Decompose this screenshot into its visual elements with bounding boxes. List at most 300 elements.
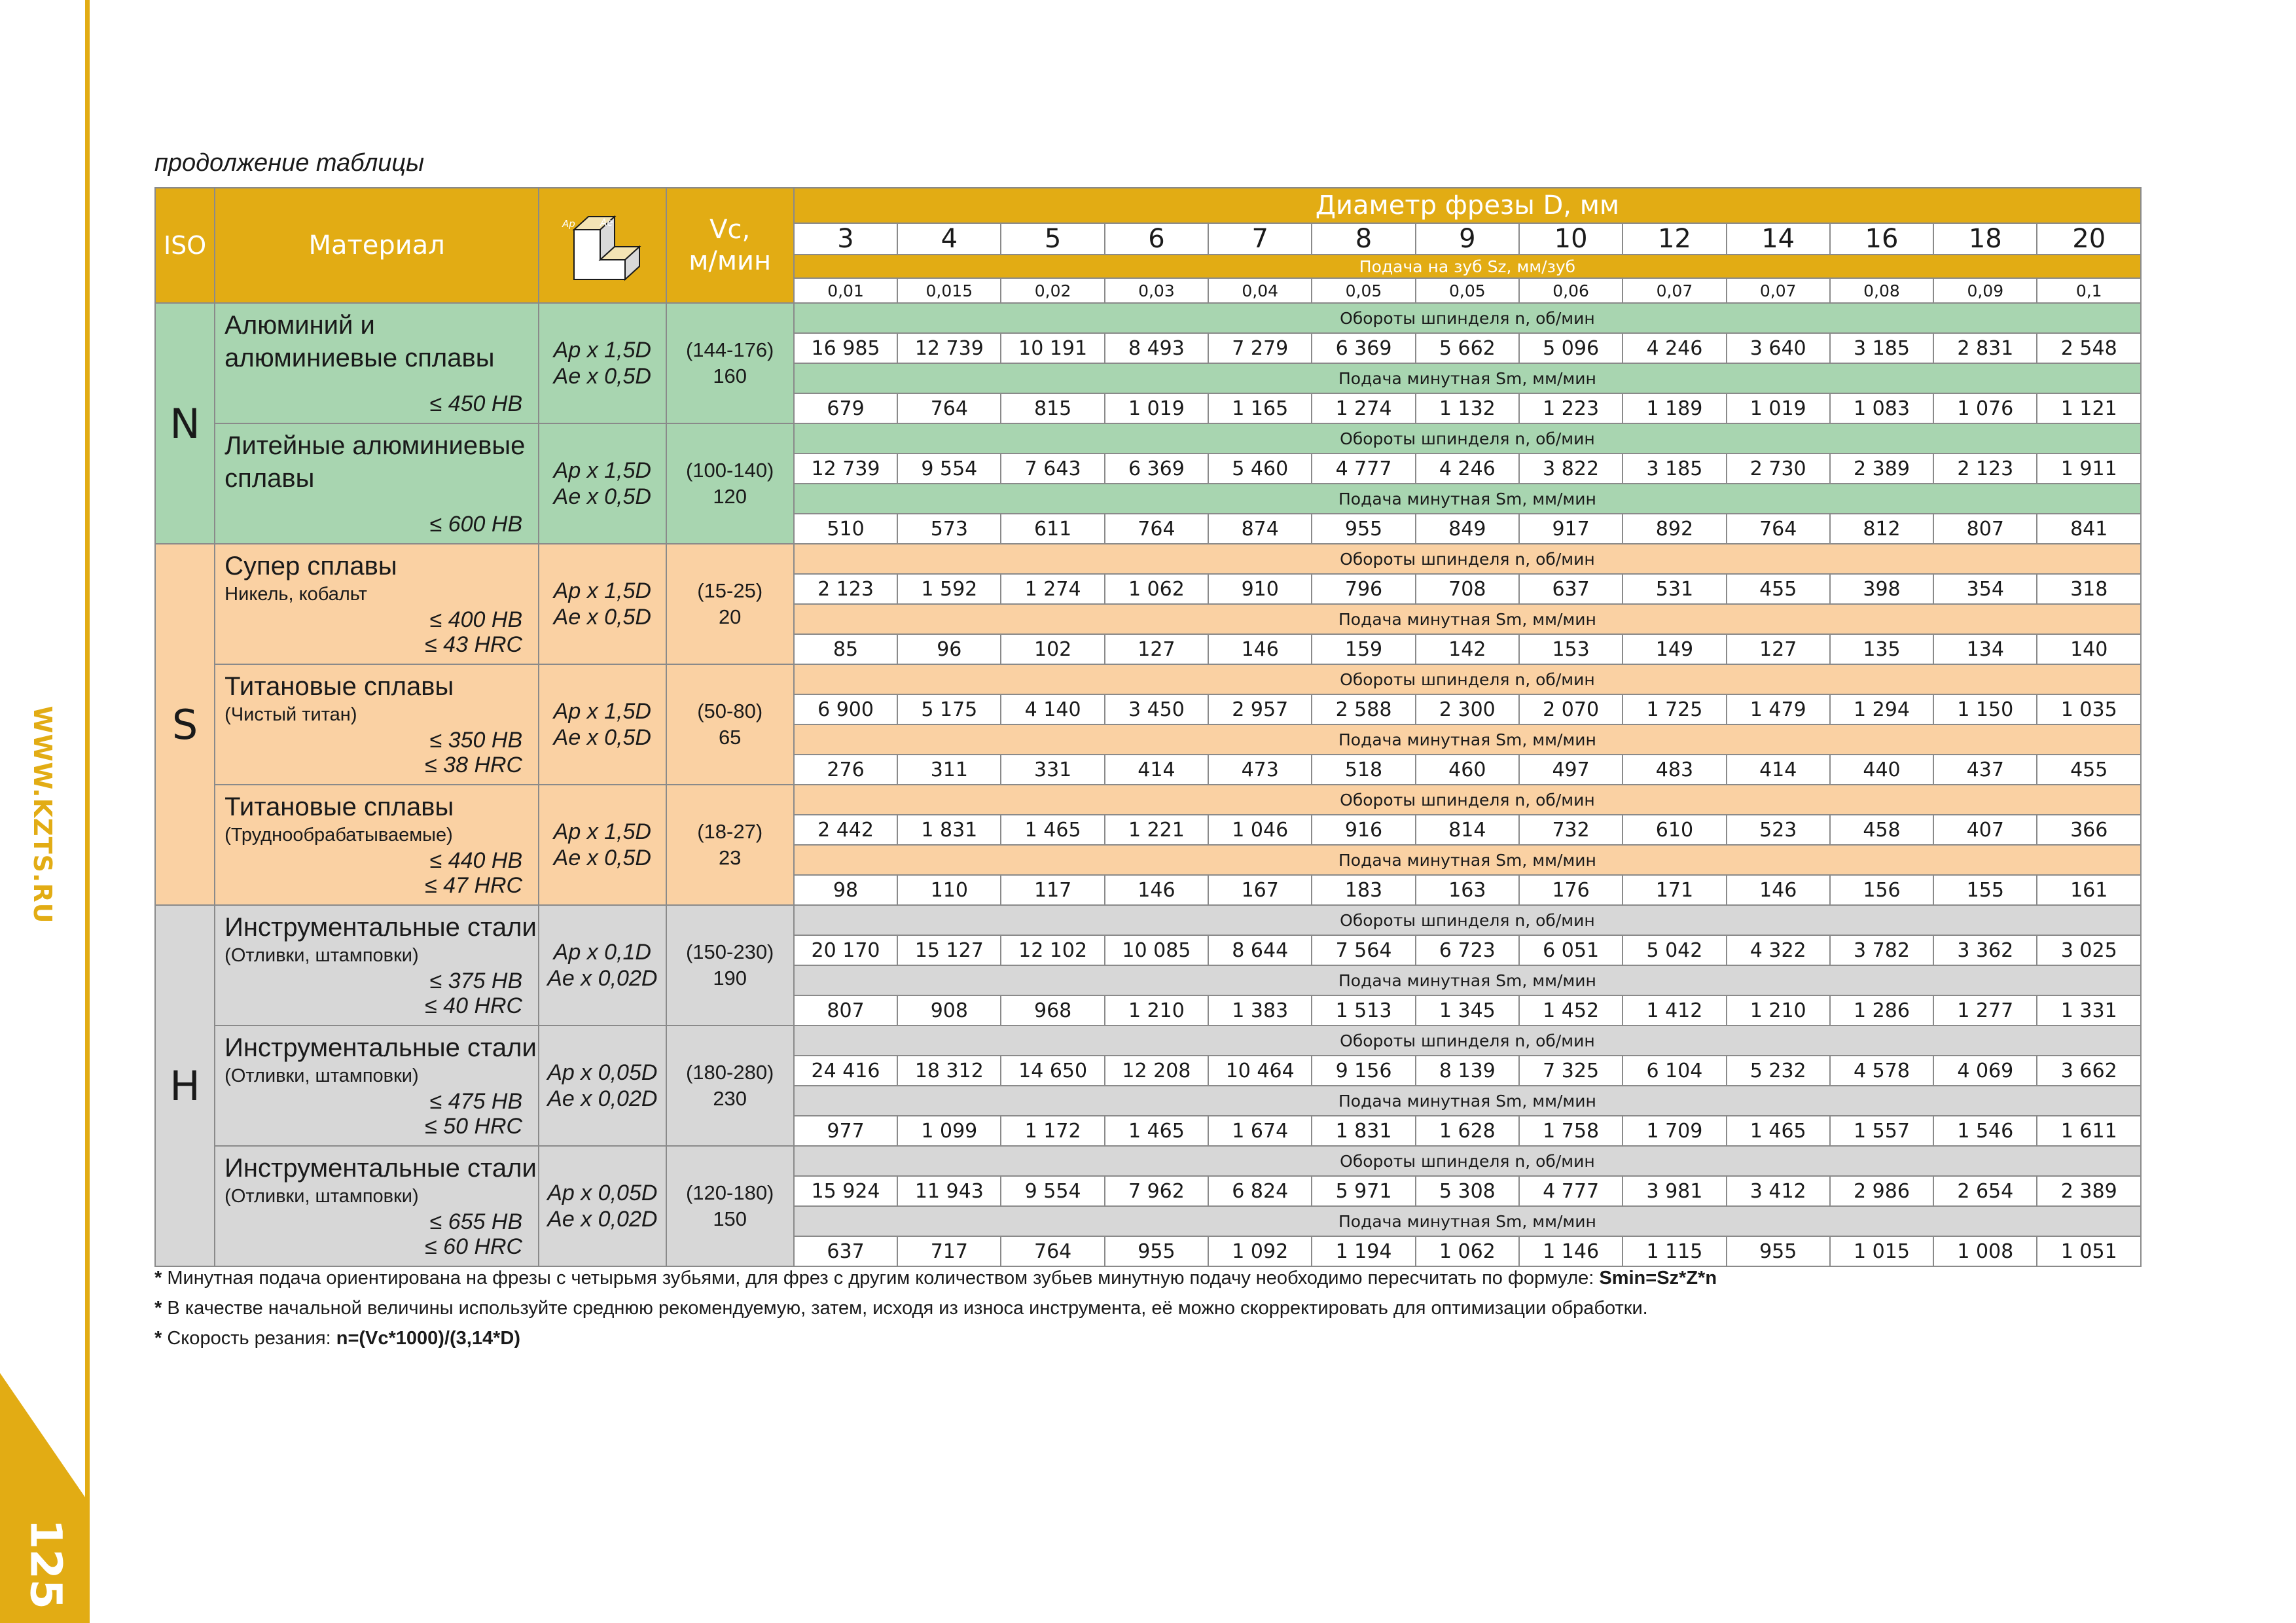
feed-per-minute-value: 1 076 xyxy=(1933,393,2037,423)
rpm-value: 637 xyxy=(1519,574,1623,604)
feed-per-minute-value: 437 xyxy=(1933,755,2037,785)
material-cell xyxy=(215,664,539,785)
rpm-value: 2 831 xyxy=(1933,333,2037,363)
rpm-value: 6 824 xyxy=(1208,1176,1312,1206)
material-hardness xyxy=(425,1209,522,1259)
feed-per-minute-value: 134 xyxy=(1933,634,2037,664)
feed-per-minute-value: 1 083 xyxy=(1830,393,1933,423)
feed-per-tooth-cell: 0,015 xyxy=(897,278,1001,303)
rpm-value: 12 208 xyxy=(1105,1056,1208,1086)
feed-per-minute-value: 841 xyxy=(2037,514,2141,544)
footnote-star: * xyxy=(154,1298,162,1319)
cutting-depth-cell xyxy=(539,544,666,664)
diameter-cell: 4 xyxy=(897,223,1001,255)
ae-value: Ae x 0,5D xyxy=(553,484,651,509)
hardness-value: ≤ 43 HRC xyxy=(425,632,523,657)
cutting-depth-cell xyxy=(539,1026,666,1146)
feed-per-minute-value: 1 121 xyxy=(2037,393,2141,423)
vc-range: (50-80) xyxy=(697,700,763,722)
footnote-text: Минутная подача ориентирована на фрезы с четырьмя зубьями, для фрез с другим количеством зубьев минутную подачу необходимо пересчитать по формуле: xyxy=(162,1268,1600,1289)
feed-per-tooth-cell: 0,1 xyxy=(2037,278,2141,303)
feed-per-minute-value: 518 xyxy=(1312,755,1415,785)
rpm-value: 531 xyxy=(1623,574,1726,604)
feed-per-minute-value: 142 xyxy=(1416,634,1519,664)
feed-per-minute-value: 1 345 xyxy=(1416,995,1519,1026)
rpm-value: 3 822 xyxy=(1519,454,1623,484)
feed-per-minute-label: Подача минутная Sm, мм/мин xyxy=(794,484,2141,514)
material-name: Инструментальные стали xyxy=(224,1154,537,1183)
hardness-value: ≤ 475 HB xyxy=(429,1089,523,1114)
rpm-value: 455 xyxy=(1727,574,1830,604)
rpm-value: 610 xyxy=(1623,815,1726,845)
vc-header xyxy=(666,188,794,303)
material-block xyxy=(215,1147,538,1262)
feed-per-minute-value: 679 xyxy=(794,393,897,423)
ae-value: Ae x 0,5D xyxy=(553,725,651,750)
rpm-label: Обороты шпинделя n, об/мин xyxy=(794,423,2141,454)
rpm-value: 3 782 xyxy=(1830,935,1933,965)
rpm-value: 1 725 xyxy=(1623,694,1726,724)
feed-per-minute-value: 140 xyxy=(2037,634,2141,664)
feed-per-minute-value: 977 xyxy=(794,1116,897,1146)
rpm-value: 16 985 xyxy=(794,333,897,363)
rpm-value: 3 981 xyxy=(1623,1176,1726,1206)
rpm-value: 3 662 xyxy=(2037,1056,2141,1086)
rpm-value: 1 911 xyxy=(2037,454,2141,484)
vc-range: (15-25) xyxy=(697,579,763,602)
diameter-cell: 20 xyxy=(2037,223,2141,255)
icon-ae-label: Ae xyxy=(600,217,613,228)
material-cell xyxy=(215,1026,539,1146)
rpm-label: Обороты шпинделя n, об/мин xyxy=(794,1026,2141,1056)
material-hardness xyxy=(425,969,522,1018)
feed-per-minute-value: 455 xyxy=(2037,755,2141,785)
feed-per-minute-value: 1 331 xyxy=(2037,995,2141,1026)
material-block xyxy=(215,785,538,901)
feed-per-minute-value: 1 092 xyxy=(1208,1236,1312,1266)
iso-group-label: H xyxy=(155,905,215,1266)
rpm-value: 20 170 xyxy=(794,935,897,965)
rpm-value: 7 643 xyxy=(1001,454,1104,484)
rpm-value: 2 442 xyxy=(794,815,897,845)
feed-per-minute-label: Подача минутная Sm, мм/мин xyxy=(794,965,2141,995)
rpm-value: 814 xyxy=(1416,815,1519,845)
footnote xyxy=(154,1293,1717,1323)
rpm-value: 732 xyxy=(1519,815,1623,845)
material-hardness xyxy=(430,391,523,416)
feed-per-minute-value: 163 xyxy=(1416,875,1519,905)
rpm-value: 3 185 xyxy=(1830,333,1933,363)
rpm-value: 2 389 xyxy=(2037,1176,2141,1206)
feed-per-minute-value: 159 xyxy=(1312,634,1415,664)
feed-per-minute-value: 146 xyxy=(1727,875,1830,905)
hardness-value: ≤ 440 HB xyxy=(429,848,523,873)
rpm-value: 2 654 xyxy=(1933,1176,2037,1206)
material-name: Литейные алюминиевые сплавы xyxy=(224,431,526,493)
feed-per-tooth-cell: 0,07 xyxy=(1623,278,1726,303)
rpm-value: 3 412 xyxy=(1727,1176,1830,1206)
rpm-value: 8 493 xyxy=(1105,333,1208,363)
diameter-cell: 10 xyxy=(1519,223,1623,255)
rpm-value: 1 221 xyxy=(1105,815,1208,845)
material-subtitle: (Труднообрабатываемые) xyxy=(224,825,453,846)
feed-per-minute-value: 98 xyxy=(794,875,897,905)
feed-per-minute-label: Подача минутная Sm, мм/мин xyxy=(794,363,2141,393)
rpm-value: 5 460 xyxy=(1208,454,1312,484)
material-subtitle: (Отливки, штамповки) xyxy=(224,1065,419,1086)
material-block xyxy=(215,906,538,1021)
feed-per-minute-value: 1 051 xyxy=(2037,1236,2141,1266)
rpm-value: 5 232 xyxy=(1727,1056,1830,1086)
rpm-value: 2 986 xyxy=(1830,1176,1933,1206)
feed-per-minute-value: 637 xyxy=(794,1236,897,1266)
rpm-value: 1 831 xyxy=(897,815,1001,845)
feed-per-tooth-cell: 0,03 xyxy=(1105,278,1208,303)
rpm-value: 2 957 xyxy=(1208,694,1312,724)
cutting-speed-cell xyxy=(666,1026,794,1146)
depth-icon-header xyxy=(539,188,666,303)
feed-per-tooth-cell: 0,06 xyxy=(1519,278,1623,303)
rpm-value: 4 777 xyxy=(1519,1176,1623,1206)
footnotes xyxy=(154,1263,1717,1353)
rpm-value: 18 312 xyxy=(897,1056,1001,1086)
ae-value: Ae x 0,02D xyxy=(547,966,658,991)
table-row xyxy=(155,1146,2141,1176)
rpm-value: 7 564 xyxy=(1312,935,1415,965)
material-name: Титановые сплавы xyxy=(224,793,454,821)
hardness-value: ≤ 350 HB xyxy=(429,728,523,753)
rpm-value: 6 369 xyxy=(1312,333,1415,363)
material-cell xyxy=(215,303,539,423)
vc-range: (150-230) xyxy=(685,940,774,963)
feed-per-tooth-header: Подача на зуб Sz, мм/зуб xyxy=(794,255,2141,278)
table-row xyxy=(155,303,2141,333)
feed-per-minute-value: 892 xyxy=(1623,514,1726,544)
rpm-value: 8 644 xyxy=(1208,935,1312,965)
feed-per-tooth-cell: 0,01 xyxy=(794,278,897,303)
feed-per-minute-value: 1 015 xyxy=(1830,1236,1933,1266)
feed-per-minute-value: 127 xyxy=(1727,634,1830,664)
rpm-value: 4 777 xyxy=(1312,454,1415,484)
feed-per-tooth-cell: 0,05 xyxy=(1416,278,1519,303)
rpm-value: 796 xyxy=(1312,574,1415,604)
hardness-value: ≤ 450 HB xyxy=(429,391,523,416)
material-hardness xyxy=(430,512,523,537)
ae-value: Ae x 0,02D xyxy=(547,1207,658,1232)
feed-per-minute-value: 1 115 xyxy=(1623,1236,1726,1266)
feed-per-minute-value: 311 xyxy=(897,755,1001,785)
feed-per-minute-value: 183 xyxy=(1312,875,1415,905)
feed-per-minute-value: 874 xyxy=(1208,514,1312,544)
feed-per-minute-value: 473 xyxy=(1208,755,1312,785)
rpm-value: 1 035 xyxy=(2037,694,2141,724)
feed-per-minute-value: 497 xyxy=(1519,755,1623,785)
feed-per-tooth-cell: 0,09 xyxy=(1933,278,2037,303)
rpm-value: 5 662 xyxy=(1416,333,1519,363)
site-url[interactable]: WWW.KZTS.RU xyxy=(28,705,57,924)
feed-per-minute-value: 1 758 xyxy=(1519,1116,1623,1146)
vc-range: (120-180) xyxy=(685,1181,774,1204)
feed-per-minute-value: 1 274 xyxy=(1312,393,1415,423)
material-block xyxy=(215,665,538,780)
rpm-value: 916 xyxy=(1312,815,1415,845)
rpm-value: 9 554 xyxy=(1001,1176,1104,1206)
rpm-value: 10 085 xyxy=(1105,935,1208,965)
cutting-depth-cell xyxy=(539,1146,666,1266)
material-name: Инструментальные стали xyxy=(224,913,537,942)
feed-per-minute-value: 460 xyxy=(1416,755,1519,785)
feed-per-minute-value: 807 xyxy=(794,995,897,1026)
feed-per-minute-value: 764 xyxy=(1105,514,1208,544)
rpm-value: 10 464 xyxy=(1208,1056,1312,1086)
feed-per-minute-value: 611 xyxy=(1001,514,1104,544)
material-name: Алюминий и алюминиевые сплавы xyxy=(224,311,495,372)
feed-per-minute-value: 171 xyxy=(1623,875,1726,905)
rpm-value: 12 739 xyxy=(794,454,897,484)
rpm-value: 7 279 xyxy=(1208,333,1312,363)
feed-per-minute-value: 1 286 xyxy=(1830,995,1933,1026)
feed-per-minute-value: 167 xyxy=(1208,875,1312,905)
feed-per-minute-value: 146 xyxy=(1208,634,1312,664)
rpm-value: 10 191 xyxy=(1001,333,1104,363)
feed-per-minute-value: 1 189 xyxy=(1623,393,1726,423)
feed-per-minute-value: 1 019 xyxy=(1105,393,1208,423)
rpm-label: Обороты шпинделя n, об/мин xyxy=(794,1146,2141,1176)
rpm-value: 366 xyxy=(2037,815,2141,845)
rpm-value: 4 246 xyxy=(1623,333,1726,363)
material-name: Титановые сплавы xyxy=(224,672,454,701)
material-subtitle: (Чистый титан) xyxy=(224,704,357,725)
ap-value: Ap x 1,5D xyxy=(553,579,651,603)
cutting-speed-cell xyxy=(666,785,794,905)
hardness-value: ≤ 50 HRC xyxy=(425,1114,523,1139)
material-subtitle: Никель, кобальт xyxy=(224,584,367,605)
ae-value: Ae x 0,5D xyxy=(553,364,651,389)
rpm-value: 2 300 xyxy=(1416,694,1519,724)
diameter-cell: 18 xyxy=(1933,223,2037,255)
material-name: Инструментальные стали xyxy=(224,1033,537,1062)
rpm-value: 1 062 xyxy=(1105,574,1208,604)
rpm-value: 407 xyxy=(1933,815,2037,845)
rpm-value: 6 900 xyxy=(794,694,897,724)
feed-per-minute-value: 135 xyxy=(1830,634,1933,664)
feed-per-minute-value: 1 210 xyxy=(1105,995,1208,1026)
rpm-value: 15 127 xyxy=(897,935,1001,965)
table-row xyxy=(155,905,2141,935)
feed-per-minute-value: 968 xyxy=(1001,995,1104,1026)
rpm-value: 6 369 xyxy=(1105,454,1208,484)
table-row xyxy=(155,1026,2141,1056)
diameter-cell: 12 xyxy=(1623,223,1726,255)
rpm-value: 4 322 xyxy=(1727,935,1830,965)
rpm-value: 6 723 xyxy=(1416,935,1519,965)
material-subtitle: (Отливки, штамповки) xyxy=(224,1186,419,1207)
feed-per-tooth-cell: 0,04 xyxy=(1208,278,1312,303)
feed-per-minute-value: 955 xyxy=(1105,1236,1208,1266)
feed-per-minute-value: 483 xyxy=(1623,755,1726,785)
rpm-label: Обороты шпинделя n, об/мин xyxy=(794,664,2141,694)
cutting-speed-cell xyxy=(666,303,794,423)
hardness-value: ≤ 38 HRC xyxy=(425,753,523,777)
vc-range: (100-140) xyxy=(685,459,774,482)
rpm-value: 5 308 xyxy=(1416,1176,1519,1206)
cutting-depth-cell xyxy=(539,303,666,423)
rpm-value: 318 xyxy=(2037,574,2141,604)
rpm-value: 7 325 xyxy=(1519,1056,1623,1086)
rpm-value: 5 971 xyxy=(1312,1176,1415,1206)
material-subtitle: (Отливки, штамповки) xyxy=(224,945,419,966)
cutting-depth-cell xyxy=(539,785,666,905)
hardness-value: ≤ 400 HB xyxy=(429,607,523,632)
feed-per-minute-value: 1 557 xyxy=(1830,1116,1933,1146)
feed-per-minute-label: Подача минутная Sm, мм/мин xyxy=(794,724,2141,755)
vc-header-line1: Vc, xyxy=(709,215,751,245)
rpm-value: 5 042 xyxy=(1623,935,1726,965)
feed-per-minute-value: 1 674 xyxy=(1208,1116,1312,1146)
ap-value: Ap x 1,5D xyxy=(553,819,651,844)
feed-per-minute-value: 331 xyxy=(1001,755,1104,785)
material-hardness xyxy=(425,1089,522,1139)
material-cell xyxy=(215,423,539,544)
feed-per-minute-label: Подача минутная Sm, мм/мин xyxy=(794,1086,2141,1116)
feed-per-minute-value: 1 628 xyxy=(1416,1116,1519,1146)
rpm-value: 354 xyxy=(1933,574,2037,604)
feed-per-minute-value: 908 xyxy=(897,995,1001,1026)
feed-per-minute-value: 1 062 xyxy=(1416,1236,1519,1266)
material-block xyxy=(215,424,538,539)
rpm-label: Обороты шпинделя n, об/мин xyxy=(794,905,2141,935)
feed-per-minute-value: 1 099 xyxy=(897,1116,1001,1146)
feed-per-minute-value: 96 xyxy=(897,634,1001,664)
feed-per-minute-value: 1 611 xyxy=(2037,1116,2141,1146)
material-cell xyxy=(215,785,539,905)
page-corner-triangle xyxy=(0,1373,90,1504)
feed-per-minute-value: 1 194 xyxy=(1312,1236,1415,1266)
rpm-value: 12 102 xyxy=(1001,935,1104,965)
footnote xyxy=(154,1323,1717,1353)
rpm-value: 12 739 xyxy=(897,333,1001,363)
rpm-value: 1 274 xyxy=(1001,574,1104,604)
rpm-value: 8 139 xyxy=(1416,1056,1519,1086)
rpm-value: 4 246 xyxy=(1416,454,1519,484)
cutting-speed-cell xyxy=(666,664,794,785)
rpm-value: 5 175 xyxy=(897,694,1001,724)
footnote-star: * xyxy=(154,1268,162,1289)
rpm-value: 2 548 xyxy=(2037,333,2141,363)
rpm-label: Обороты шпинделя n, об/мин xyxy=(794,544,2141,574)
feed-per-minute-value: 110 xyxy=(897,875,1001,905)
rpm-value: 3 025 xyxy=(2037,935,2141,965)
feed-per-minute-label: Подача минутная Sm, мм/мин xyxy=(794,604,2141,634)
cutting-depth-cell xyxy=(539,423,666,544)
feed-per-minute-value: 146 xyxy=(1105,875,1208,905)
rpm-value: 2 123 xyxy=(1933,454,2037,484)
vc-value: 190 xyxy=(713,967,747,990)
cutting-modes-table xyxy=(154,187,2142,1267)
ae-value: Ae x 0,5D xyxy=(553,846,651,870)
material-block xyxy=(215,1026,538,1141)
diameter-cell: 16 xyxy=(1830,223,1933,255)
feed-per-minute-value: 812 xyxy=(1830,514,1933,544)
feed-per-minute-value: 1 546 xyxy=(1933,1116,2037,1146)
hardness-value: ≤ 60 HRC xyxy=(425,1234,523,1259)
vc-value: 23 xyxy=(718,846,742,869)
rpm-value: 3 640 xyxy=(1727,333,1830,363)
footnote-text: В качестве начальной величины используйте среднюю рекомендуемую, затем, исходя из износа инструмента, её можно скорректировать для оптимизации обработки. xyxy=(162,1298,1648,1319)
diameter-header: Диаметр фрезы D, мм xyxy=(794,188,2141,223)
material-name: Супер сплавы xyxy=(224,552,397,580)
material-hardness xyxy=(425,848,522,898)
feed-per-minute-value: 510 xyxy=(794,514,897,544)
rpm-value: 4 069 xyxy=(1933,1056,2037,1086)
rpm-value: 3 362 xyxy=(1933,935,2037,965)
cutting-speed-cell xyxy=(666,423,794,544)
feed-per-tooth-cell: 0,07 xyxy=(1727,278,1830,303)
diameter-cell: 7 xyxy=(1208,223,1312,255)
rpm-value: 708 xyxy=(1416,574,1519,604)
feed-per-minute-value: 1 172 xyxy=(1001,1116,1104,1146)
footnote-formula: Smin=Sz*Z*n xyxy=(1599,1268,1717,1289)
table-body xyxy=(155,303,2141,1266)
rpm-label: Обороты шпинделя n, об/мин xyxy=(794,303,2141,333)
hardness-value: ≤ 47 HRC xyxy=(425,873,523,898)
feed-per-minute-value: 717 xyxy=(897,1236,1001,1266)
rpm-value: 2 070 xyxy=(1519,694,1623,724)
cutting-depth-icon xyxy=(560,206,645,285)
material-block xyxy=(215,544,538,660)
feed-per-minute-value: 85 xyxy=(794,634,897,664)
vc-range: (144-176) xyxy=(685,338,774,361)
hardness-value: ≤ 655 HB xyxy=(429,1209,523,1234)
feed-per-minute-value: 1 709 xyxy=(1623,1116,1726,1146)
rpm-value: 7 962 xyxy=(1105,1176,1208,1206)
feed-per-minute-value: 764 xyxy=(1727,514,1830,544)
rpm-value: 458 xyxy=(1830,815,1933,845)
feed-per-minute-value: 156 xyxy=(1830,875,1933,905)
vc-value: 230 xyxy=(713,1087,747,1110)
material-block xyxy=(215,304,538,419)
material-cell xyxy=(215,544,539,664)
rpm-value: 2 123 xyxy=(794,574,897,604)
feed-per-minute-value: 1 412 xyxy=(1623,995,1726,1026)
rpm-value: 1 465 xyxy=(1001,815,1104,845)
feed-per-minute-value: 414 xyxy=(1727,755,1830,785)
rpm-value: 1 592 xyxy=(897,574,1001,604)
ap-value: Ap x 0,1D xyxy=(553,940,651,965)
ap-value: Ap x 0,05D xyxy=(547,1060,658,1085)
material-cell xyxy=(215,1146,539,1266)
feed-per-minute-value: 764 xyxy=(1001,1236,1104,1266)
rpm-value: 1 150 xyxy=(1933,694,2037,724)
feed-per-minute-value: 1 008 xyxy=(1933,1236,2037,1266)
feed-per-minute-value: 1 165 xyxy=(1208,393,1312,423)
feed-per-minute-value: 176 xyxy=(1519,875,1623,905)
feed-per-minute-value: 153 xyxy=(1519,634,1623,664)
rpm-value: 24 416 xyxy=(794,1056,897,1086)
cutting-depth-cell xyxy=(539,664,666,785)
vc-value: 65 xyxy=(718,726,742,749)
diameter-cell: 3 xyxy=(794,223,897,255)
feed-per-minute-value: 917 xyxy=(1519,514,1623,544)
page-number: 125 xyxy=(20,1519,71,1609)
feed-per-minute-value: 764 xyxy=(897,393,1001,423)
feed-per-minute-value: 440 xyxy=(1830,755,1933,785)
vc-header-line2: м/мин xyxy=(689,246,772,276)
rpm-value: 2 389 xyxy=(1830,454,1933,484)
feed-per-minute-value: 1 452 xyxy=(1519,995,1623,1026)
cutting-speed-cell xyxy=(666,905,794,1026)
vc-value: 160 xyxy=(713,365,747,387)
